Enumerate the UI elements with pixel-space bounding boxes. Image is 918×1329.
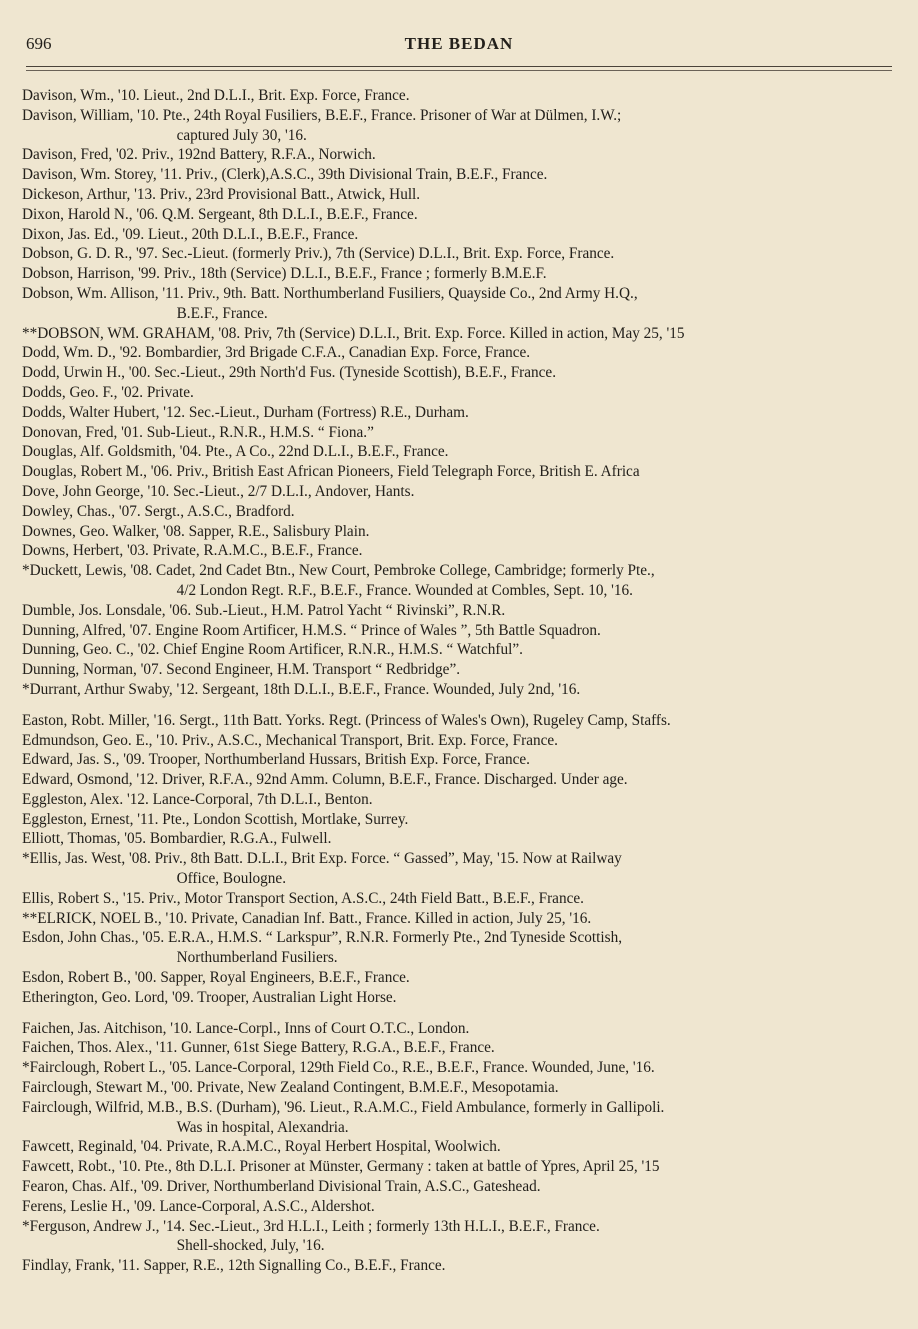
list-item xyxy=(22,403,918,423)
list-item xyxy=(22,731,918,751)
list-item xyxy=(22,680,918,700)
list-item xyxy=(22,829,918,849)
entry-line: Davison, Fred, '02. Priv., 192nd Battery, R.F.A., Norwich. xyxy=(22,146,376,164)
list-item xyxy=(22,750,918,770)
entry-line: Dixon, Jas. Ed., '09. Lieut., 20th D.L.I., B.E.F., France. xyxy=(22,225,359,243)
list-item xyxy=(22,264,918,284)
list-item xyxy=(22,1078,918,1098)
list-item xyxy=(22,711,918,731)
list-item xyxy=(22,968,918,988)
list-item xyxy=(22,988,918,1008)
list-item xyxy=(22,284,918,324)
entry-line: Downes, Geo. Walker, '08. Sapper, R.E., Salisbury Plain. xyxy=(22,522,370,540)
entry-line: Elliott, Thomas, '05. Bombardier, R.G.A., Fulwell. xyxy=(22,830,332,848)
entry-line: Davison, William, '10. Pte., 24th Royal Fusiliers, B.E.F., France. Prisoner of War at Dülmen, I.W.; xyxy=(22,106,622,124)
entry-line: Dodd, Urwin H., '00. Sec.-Lieut., 29th North'd Fus. (Tyneside Scottish), B.E.F., France. xyxy=(22,364,557,382)
roll-of-service-list xyxy=(22,86,918,1276)
entry-line: Findlay, Frank, '11. Sapper, R.E., 12th Signalling Co., B.E.F., France. xyxy=(22,1257,446,1275)
list-item xyxy=(22,790,918,810)
entry-line: Fawcett, Reginald, '04. Private, R.A.M.C., Royal Herbert Hospital, Woolwich. xyxy=(22,1138,501,1156)
list-item xyxy=(22,541,918,561)
entry-line: Faichen, Jas. Aitchison, '10. Lance-Corpl., Inns of Court O.T.C., London. xyxy=(22,1019,470,1037)
entry-line: Ellis, Robert S., '15. Priv., Motor Transport Section, A.S.C., 24th Field Batt., B.E.F., France. xyxy=(22,889,584,907)
list-item xyxy=(22,462,918,482)
entry-continuation: Northumberland Fusiliers. xyxy=(176,949,338,967)
entry-continuation: B.E.F., France. xyxy=(176,304,268,322)
list-item xyxy=(22,909,918,929)
running-title: THE BEDAN xyxy=(404,34,514,53)
list-item xyxy=(22,502,918,522)
entry-line: Edmundson, Geo. E., '10. Priv., A.S.C., Mechanical Transport, Brit. Exp. Force, France. xyxy=(22,731,558,749)
entry-continuation: 4/2 London Regt. R.F., B.E.F., France. Wounded at Combles, Sept. 10, '16. xyxy=(176,581,633,599)
entry-line: Downs, Herbert, '03. Private, R.A.M.C., B.E.F., France. xyxy=(22,542,363,560)
list-item xyxy=(22,660,918,680)
list-item xyxy=(22,1157,918,1177)
section-gap xyxy=(22,1008,918,1019)
page-number: 696 xyxy=(26,34,52,53)
list-item xyxy=(22,640,918,660)
list-item xyxy=(22,601,918,621)
list-item xyxy=(22,482,918,502)
list-item xyxy=(22,86,918,106)
entry-line: Fawcett, Robt., '10. Pte., 8th D.L.I. Prisoner at Münster, Germany : taken at battle of Ypres, April 25, '15 xyxy=(22,1158,660,1176)
entry-line: Douglas, Alf. Goldsmith, '04. Pte., A Co., 22nd D.L.I., B.E.F., France. xyxy=(22,443,449,461)
entry-line: Dumble, Jos. Lonsdale, '06. Sub.-Lieut., H.M. Patrol Yacht “ Rivinski”, R.N.R. xyxy=(22,601,506,619)
entry-line: Dodds, Geo. F., '02. Private. xyxy=(22,383,194,401)
list-item xyxy=(22,561,918,601)
list-item xyxy=(22,1217,918,1257)
list-item xyxy=(22,770,918,790)
entry-line: Dodds, Walter Hubert, '12. Sec.-Lieut., Durham (Fortress) R.E., Durham. xyxy=(22,403,469,421)
list-item xyxy=(22,522,918,542)
list-item xyxy=(22,1019,918,1039)
list-item xyxy=(22,145,918,165)
entry-line: Fairclough, Stewart M., '00. Private, New Zealand Contingent, B.M.E.F., Mesopotamia. xyxy=(22,1079,559,1097)
entry-line: Fearon, Chas. Alf., '09. Driver, Northumberland Divisional Train, A.S.C., Gateshead. xyxy=(22,1178,541,1196)
list-item xyxy=(22,928,918,968)
list-item xyxy=(22,1058,918,1078)
page-header xyxy=(26,34,892,60)
entry-line: Dixon, Harold N., '06. Q.M. Sergeant, 8th D.L.I., B.E.F., France. xyxy=(22,205,418,223)
entry-line: Davison, Wm., '10. Lieut., 2nd D.L.I., Brit. Exp. Force, France. xyxy=(22,87,410,104)
list-item xyxy=(22,1177,918,1197)
entry-line: Etherington, Geo. Lord, '09. Trooper, Australian Light Horse. xyxy=(22,988,397,1006)
list-item xyxy=(22,1038,918,1058)
list-item xyxy=(22,324,918,344)
header-rule-thin xyxy=(26,70,892,71)
entry-continuation: Shell-shocked, July, '16. xyxy=(176,1237,325,1255)
entry-line: Dove, John George, '10. Sec.-Lieut., 2/7 D.L.I., Andover, Hants. xyxy=(22,482,415,500)
list-item xyxy=(22,363,918,383)
entry-line: Esdon, John Chas., '05. E.R.A., H.M.S. “ Larkspur”, R.N.R. Formerly Pte., 2nd Tyneside Scottish, xyxy=(22,929,623,947)
list-item xyxy=(22,205,918,225)
entry-line: Dowley, Chas., '07. Sergt., A.S.C., Bradford. xyxy=(22,502,295,520)
entry-line: Eggleston, Alex. '12. Lance-Corporal, 7th D.L.I., Benton. xyxy=(22,790,373,808)
entry-line: Donovan, Fred, '01. Sub-Lieut., R.N.R., H.M.S. “ Fiona.” xyxy=(22,423,374,441)
entry-line: Dobson, G. D. R., '97. Sec.-Lieut. (formerly Priv.), 7th (Service) D.L.I., Brit. Exp. Force, France. xyxy=(22,245,615,263)
list-item xyxy=(22,442,918,462)
entry-line: Fairclough, Wilfrid, M.B., B.S. (Durham), '96. Lieut., R.A.M.C., Field Ambulance, formerly in Gallipoli. xyxy=(22,1098,665,1116)
list-item xyxy=(22,889,918,909)
entry-line: Ferens, Leslie H., '09. Lance-Corporal, A.S.C., Aldershot. xyxy=(22,1197,375,1215)
list-item xyxy=(22,1256,918,1276)
entry-line: *Ellis, Jas. West, '08. Priv., 8th Batt. D.L.I., Brit Exp. Force. “ Gassed”, May, '15. Now at Railway xyxy=(22,850,622,868)
entry-line: Dunning, Alfred, '07. Engine Room Artificer, H.M.S. “ Prince of Wales ”, 5th Battle Squadron. xyxy=(22,621,601,639)
entry-line: Douglas, Robert M., '06. Priv., British East African Pioneers, Field Telegraph Force, British E. Africa xyxy=(22,463,640,481)
entry-line: Dunning, Geo. C., '02. Chief Engine Room Artificer, R.N.R., H.M.S. “ Watchful”. xyxy=(22,641,523,659)
entry-line: **ELRICK, NOEL B., '10. Private, Canadian Inf. Batt., France. Killed in action, July 25, '16. xyxy=(22,909,592,927)
entry-line: Edward, Jas. S., '09. Trooper, Northumberland Hussars, British Exp. Force, France. xyxy=(22,751,530,769)
entry-line: Easton, Robt. Miller, '16. Sergt., 11th Batt. Yorks. Regt. (Princess of Wales's Own), Rugeley Camp, Staffs. xyxy=(22,711,671,729)
list-item xyxy=(22,1197,918,1217)
entry-line: Dodd, Wm. D., '92. Bombardier, 3rd Brigade C.F.A., Canadian Exp. Force, France. xyxy=(22,344,531,362)
entry-line: Dobson, Harrison, '99. Priv., 18th (Service) D.L.I., B.E.F., France ; formerly B.M.E.F. xyxy=(22,265,547,283)
list-item xyxy=(22,225,918,245)
entry-continuation: Office, Boulogne. xyxy=(176,870,287,888)
entry-line: *Duckett, Lewis, '08. Cadet, 2nd Cadet Btn., New Court, Pembroke College, Cambridge; formerly Pte., xyxy=(22,562,655,580)
list-item xyxy=(22,810,918,830)
entry-continuation: Was in hospital, Alexandria. xyxy=(176,1118,349,1136)
list-item xyxy=(22,165,918,185)
list-item xyxy=(22,1098,918,1138)
entry-line: Faichen, Thos. Alex., '11. Gunner, 61st Siege Battery, R.G.A., B.E.F., France. xyxy=(22,1039,495,1057)
entry-line: Esdon, Robert B., '00. Sapper, Royal Engineers, B.E.F., France. xyxy=(22,969,410,987)
list-item xyxy=(22,185,918,205)
entry-line: *Fairclough, Robert L., '05. Lance-Corporal, 129th Field Co., R.E., B.E.F., France. Wounded, June, '16. xyxy=(22,1059,655,1077)
entry-line: Dickeson, Arthur, '13. Priv., 23rd Provisional Batt., Atwick, Hull. xyxy=(22,185,421,203)
list-item xyxy=(22,106,918,146)
entry-line: *Ferguson, Andrew J., '14. Sec.-Lieut., 3rd H.L.I., Leith ; formerly 13th H.L.I., B.E.F., France. xyxy=(22,1217,600,1235)
list-item xyxy=(22,343,918,363)
section-gap xyxy=(22,700,918,711)
entry-line: Dobson, Wm. Allison, '11. Priv., 9th. Batt. Northumberland Fusiliers, Quayside Co., 2nd Army H.Q., xyxy=(22,284,638,302)
header-rule xyxy=(26,66,892,67)
entry-line: Eggleston, Ernest, '11. Pte., London Scottish, Mortlake, Surrey. xyxy=(22,810,409,828)
entry-line: Dunning, Norman, '07. Second Engineer, H.M. Transport “ Redbridge”. xyxy=(22,661,461,679)
entry-line: Davison, Wm. Storey, '11. Priv., (Clerk),A.S.C., 39th Divisional Train, B.E.F., France. xyxy=(22,166,548,184)
list-item xyxy=(22,383,918,403)
list-item xyxy=(22,621,918,641)
entry-line: **DOBSON, WM. GRAHAM, '08. Priv, 7th (Service) D.L.I., Brit. Exp. Force. Killed in action, May 25, '15 xyxy=(22,324,685,342)
entry-continuation: captured July 30, '16. xyxy=(176,126,307,144)
list-item xyxy=(22,423,918,443)
entry-line: Edward, Osmond, '12. Driver, R.F.A., 92nd Amm. Column, B.E.F., France. Discharged. Under age. xyxy=(22,771,628,789)
entry-line: *Durrant, Arthur Swaby, '12. Sergeant, 18th D.L.I., B.E.F., France. Wounded, July 2nd, '16. xyxy=(22,680,581,698)
list-item xyxy=(22,849,918,889)
list-item xyxy=(22,244,918,264)
list-item xyxy=(22,1137,918,1157)
